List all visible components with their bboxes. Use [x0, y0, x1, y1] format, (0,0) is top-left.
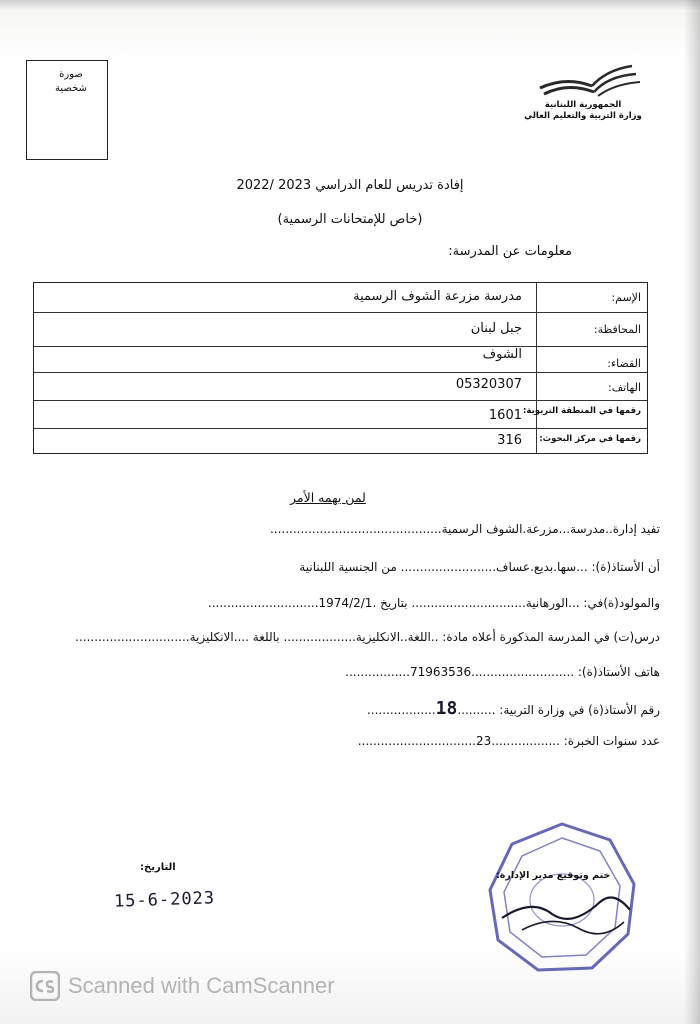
ministry-number-prefix: رقم الأستاذ(ة) في وزارة التربية: ..........	[457, 703, 660, 717]
scan-shadow	[684, 0, 700, 1024]
body-line-experience: عدد سنوات الخبرة: ..................23...............................	[357, 734, 660, 748]
row-value: جبل لبنان	[470, 321, 522, 336]
row-label: رقمها في مركز البحوث:	[539, 434, 641, 444]
ministry-name: وزارة التربية والتعليم العالي	[524, 111, 642, 121]
table-row	[34, 313, 647, 347]
school-info-table	[33, 282, 648, 454]
official-stamp-icon	[482, 818, 642, 978]
table-row	[34, 283, 647, 313]
body-line-subject: درس(ت) في المدرسة المذكورة أعلاه مادة: ..اللغة..الانكليزية................... باللغة ....الانكليزية..............................	[75, 630, 660, 644]
table-row	[34, 401, 647, 429]
to-whom-heading: لمن يهمه الأمر	[290, 490, 366, 505]
table-row	[34, 347, 647, 373]
ministry-number-suffix: ..................	[366, 703, 436, 717]
document-subtitle: (خاص للإمتحانات الرسمية)	[277, 212, 423, 227]
photo-label	[41, 68, 101, 96]
row-value: 1601	[488, 408, 522, 423]
date-value-handwritten: 15-6-2023	[113, 888, 216, 912]
ministry-logo	[524, 62, 648, 132]
photo-label-line1: صورة	[59, 69, 83, 80]
body-line-ministry-number	[367, 698, 660, 719]
photo-box	[26, 60, 108, 160]
table-row	[34, 429, 647, 453]
camscanner-logo-icon	[30, 971, 60, 1001]
document-title: إفادة تدريس للعام الدراسي 2023 /2022	[236, 178, 464, 193]
row-label: رقمها في المنطقة التربوية:	[523, 406, 641, 416]
date-label: التاريخ:	[140, 862, 176, 873]
ministry-number-handwritten: 18	[435, 698, 458, 719]
stamp-label: ختم وتوقيع مدير الإدارة:	[496, 870, 611, 881]
table-row	[34, 373, 647, 401]
row-value: الشوف	[482, 347, 522, 362]
body-line-teacher: أن الأستاذ(ة): ...سها.بديع.عساف......................... من الجنسية اللبنانية	[299, 560, 660, 574]
row-label: الإسم:	[611, 291, 641, 304]
body-line-phone: هاتف الأستاذ(ة): ...........................71963536.................	[345, 665, 660, 679]
row-value: مدرسة مزرعة الشوف الرسمية	[353, 289, 522, 304]
row-value: 05320307	[455, 377, 522, 392]
body-line-birth: والمولود(ة)في: ...الورهانية.............................. بتاريخ .1974/2/1.............................	[207, 596, 660, 610]
open-book-icon	[536, 62, 646, 98]
photo-label-line2: شخصية	[55, 83, 87, 94]
camscanner-text: Scanned with CamScanner	[68, 973, 335, 998]
scan-edge	[0, 0, 700, 10]
body-line-school: تفيد إدارة..مدرسة...مزرعة.الشوف الرسمية.............................................	[269, 522, 660, 536]
republic-name: الجمهورية اللبنانية	[544, 100, 622, 110]
row-label: المحافظة:	[593, 323, 641, 336]
row-label: الهاتف:	[608, 381, 641, 394]
row-value: 316	[497, 433, 522, 448]
school-info-heading: معلومات عن المدرسة:	[448, 244, 572, 259]
row-label: القضاء:	[607, 357, 641, 370]
logo-text	[518, 100, 648, 122]
